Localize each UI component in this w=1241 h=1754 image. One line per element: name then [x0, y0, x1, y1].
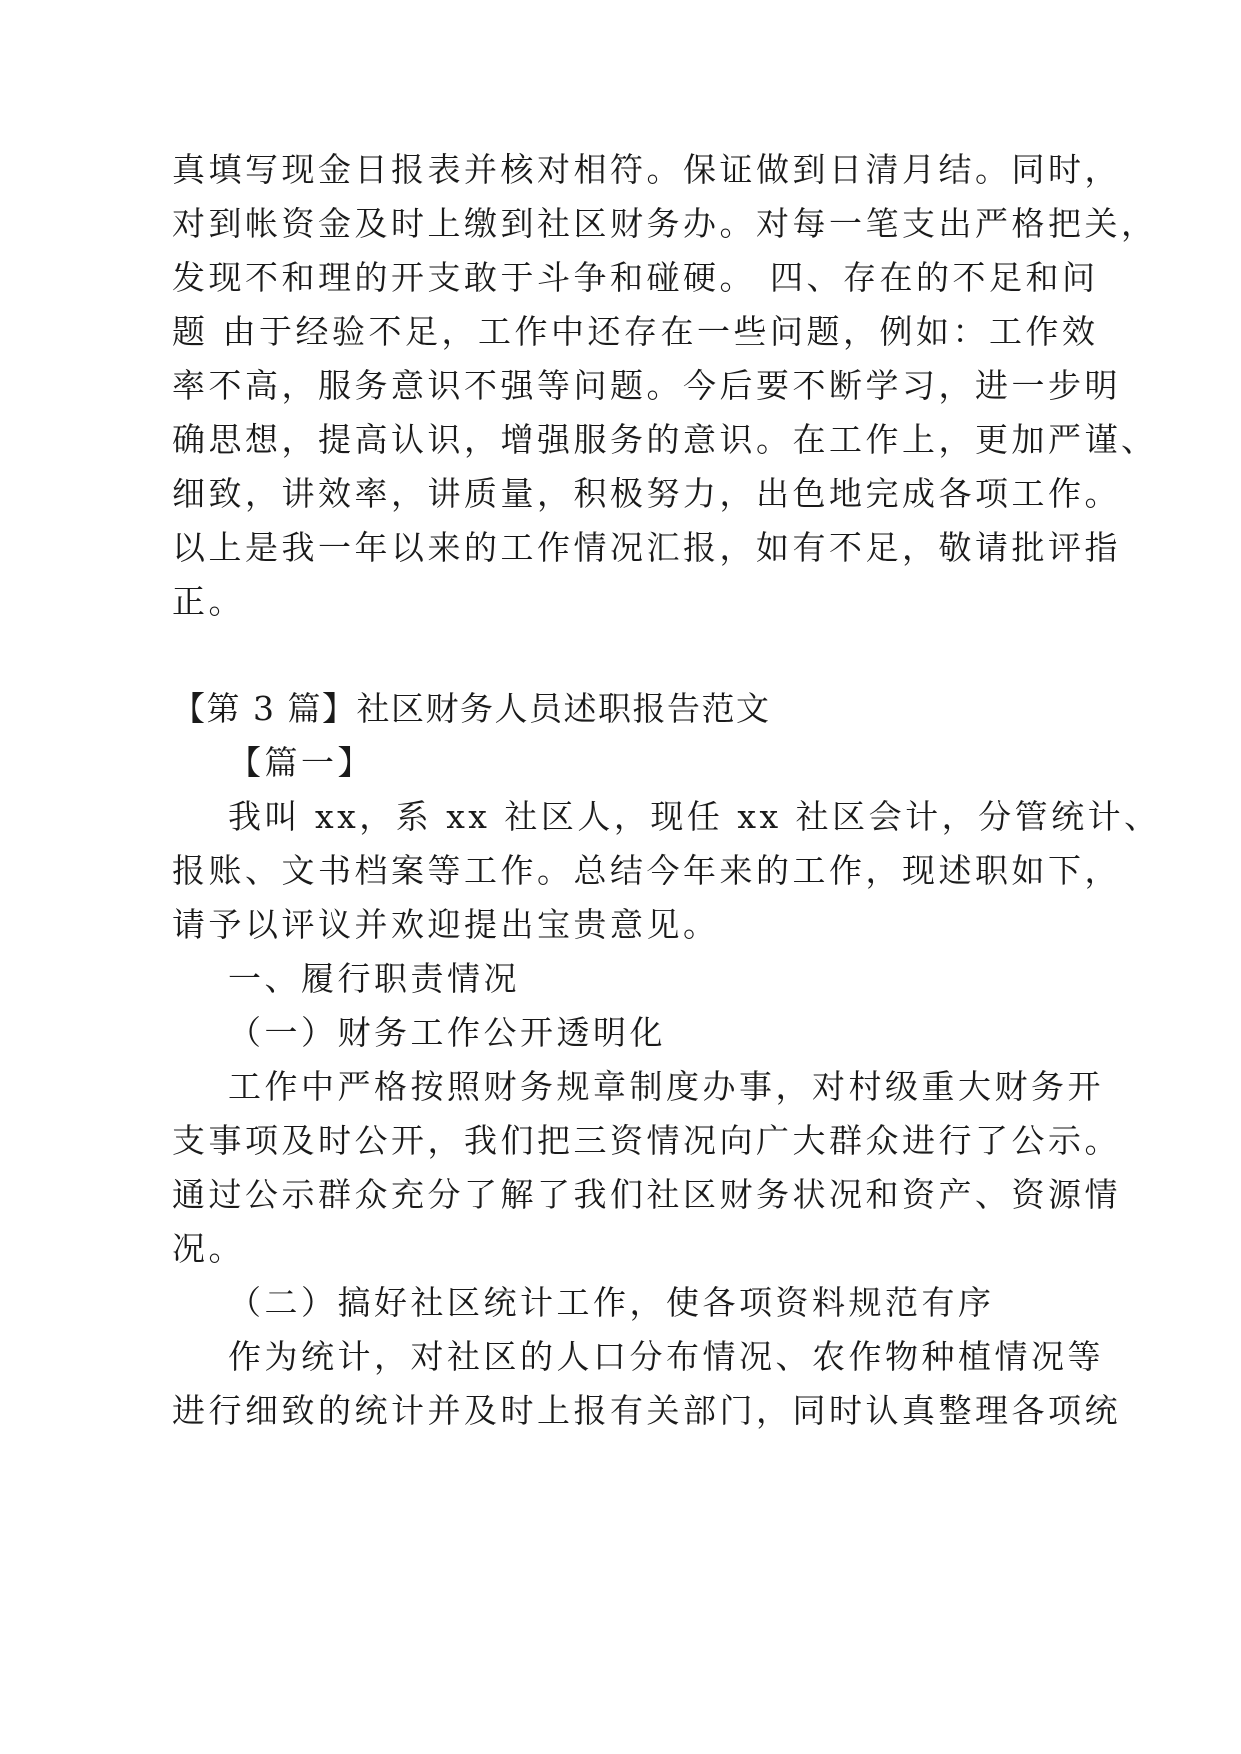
body-text-line: 报账、文书档案等工作。总结今年来的工作，现述职如下， [172, 851, 1121, 890]
body-text-line: 我叫 xx，系 xx 社区人，现任 xx 社区会计，分管统计、 [228, 797, 1161, 836]
body-text-line: 确思想，提高认识，增强服务的意识。在工作上，更加严谨、 [172, 420, 1158, 459]
subsection-heading: （一）财务工作公开透明化 [228, 1013, 666, 1052]
body-text-line: 作为统计，对社区的人口分布情况、农作物种植情况等 [228, 1337, 1104, 1376]
body-text-line: 进行细致的统计并及时上报有关部门，同时认真整理各项统 [172, 1391, 1121, 1430]
body-text-line: 支事项及时公开，我们把三资情况向广大群众进行了公示。 [172, 1121, 1121, 1160]
body-text-line: 正。 [172, 582, 245, 621]
body-text-line: 发现不和理的开支敢于斗争和碰硬。 四、存在的不足和问 [172, 258, 1099, 297]
body-text-line: 率不高，服务意识不强等问题。今后要不断学习，进一步明 [172, 366, 1121, 405]
article-heading: 【第 3 篇】社区财务人员述职报告范文 [172, 689, 771, 728]
body-text-line: 细致，讲效率，讲质量，积极努力，出色地完成各项工作。 [172, 474, 1121, 513]
body-text-line: 题 由于经验不足，工作中还存在一些问题，例如：工作效 [172, 312, 1099, 351]
body-text-line: 对到帐资金及时上缴到社区财务办。对每一笔支出严格把关， [172, 204, 1158, 243]
body-text-line: 真填写现金日报表并核对相符。保证做到日清月结。同时， [172, 150, 1121, 189]
body-text-line: 以上是我一年以来的工作情况汇报，如有不足，敬请批评指 [172, 528, 1121, 567]
body-text-line: 通过公示群众充分了解了我们社区财务状况和资产、资源情 [172, 1175, 1121, 1214]
body-text-line: 工作中严格按照财务规章制度办事，对村级重大财务开 [228, 1067, 1104, 1106]
body-text-line: 况。 [172, 1229, 245, 1268]
section-heading: 一、履行职责情况 [228, 959, 520, 998]
subsection-heading: （二）搞好社区统计工作，使各项资料规范有序 [228, 1283, 995, 1322]
part-heading: 【篇一】 [228, 743, 374, 782]
body-text-line: 请予以评议并欢迎提出宝贵意见。 [172, 905, 720, 944]
